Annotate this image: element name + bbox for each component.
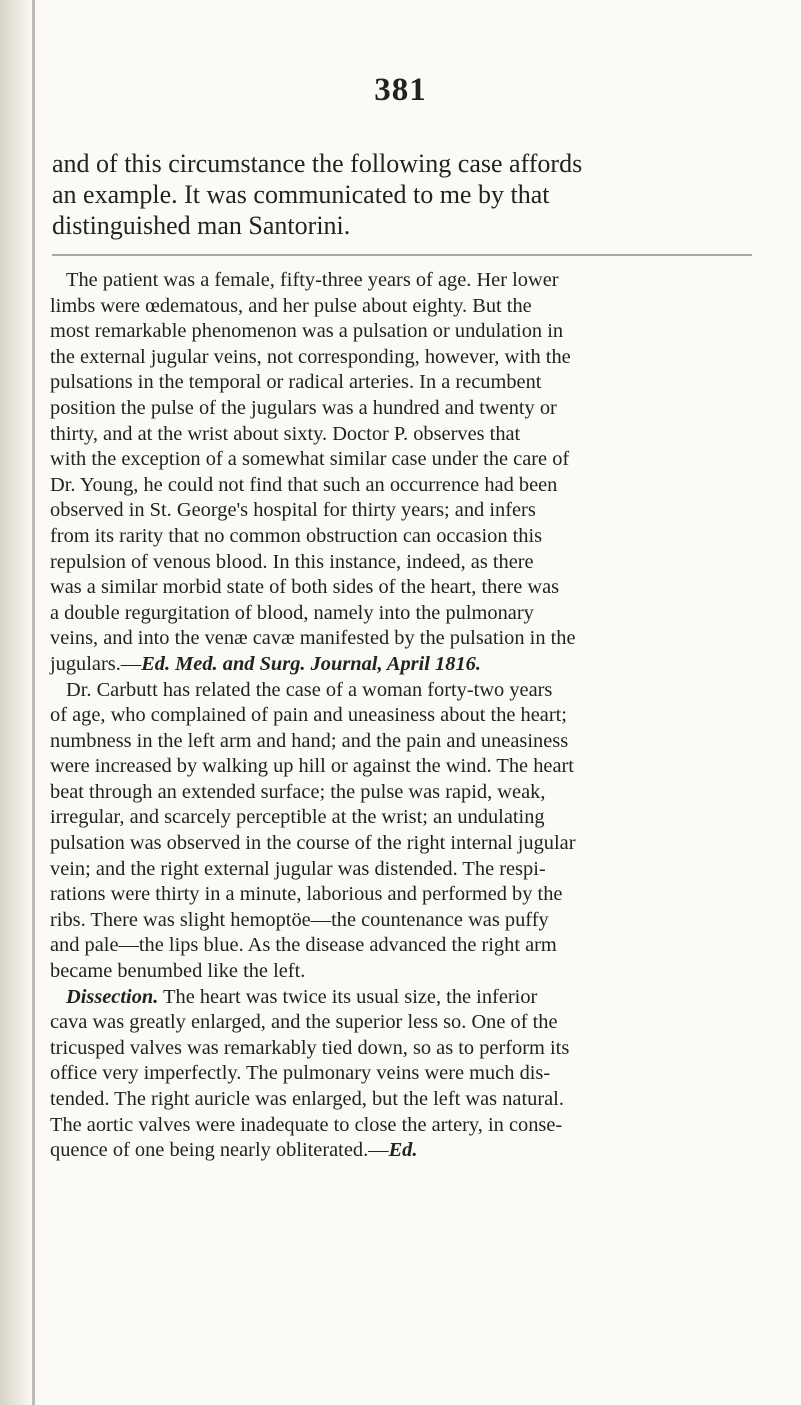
page-number: 381 xyxy=(374,72,427,108)
text-line: repulsion of venous blood. In this instance, indeed, as there xyxy=(50,550,534,573)
text-line: became benumbed like the left. xyxy=(50,960,306,983)
case-one-paragraph xyxy=(50,268,760,678)
text-line: position the pulse of the jugulars was a hundred and twenty or xyxy=(50,396,557,419)
dissection-heading: Dissection. xyxy=(66,985,159,1008)
text-line: the external jugular veins, not corresponding, however, with the xyxy=(50,345,571,368)
text-line: pulsation was observed in the course of the right internal jugular xyxy=(50,832,576,855)
text-line xyxy=(50,985,760,1011)
text-line: from its rarity that no common obstruction can occasion this xyxy=(50,524,543,547)
text-line: tended. The right auricle was enlarged, but the left was natural. xyxy=(50,1088,564,1110)
text-line: The aortic valves were inadequate to close the artery, in conse- xyxy=(50,1113,563,1136)
text-line: The patient was a female, fifty-three years of age. Her lower xyxy=(66,269,559,291)
text-line: office very imperfectly. The pulmonary veins were much dis- xyxy=(50,1062,551,1085)
text-line xyxy=(50,1138,760,1164)
case-two-paragraph xyxy=(50,678,760,985)
text-line: were increased by walking up hill or against the wind. The heart xyxy=(50,755,574,778)
text-line: with the exception of a somewhat similar case under the care of xyxy=(50,448,570,471)
text-line: a double regurgitation of blood, namely into the pulmonary xyxy=(50,601,534,624)
page-binding-edge xyxy=(0,0,34,1405)
text-line: irregular, and scarcely perceptible at the wrist; an undulating xyxy=(50,806,545,829)
lead-line: and of this circumstance the following case affords xyxy=(52,149,583,178)
text-fragment: jugulars.— xyxy=(50,652,142,675)
text-fragment: The heart was twice its usual size, the inferior xyxy=(158,985,538,1008)
editor-signature: Ed. xyxy=(388,1139,418,1162)
text-line: of age, who complained of pain and uneasiness about the heart; xyxy=(50,704,567,727)
text-line: most remarkable phenomenon was a pulsation or undulation in xyxy=(50,320,564,343)
text-line xyxy=(50,652,760,678)
text-fragment: quence of one being nearly obliterated.— xyxy=(50,1139,389,1162)
case-notes xyxy=(50,268,760,1164)
text-line: cava was greatly enlarged, and the superior less so. One of the xyxy=(50,1011,558,1034)
text-line: Dr. Carbutt has related the case of a woman forty-two years xyxy=(66,678,553,701)
text-line: limbs were œdematous, and her pulse about eighty. But the xyxy=(50,294,532,317)
page-binding-shadow xyxy=(32,0,35,1405)
text-line: ribs. There was slight hemoptöe—the countenance was puffy xyxy=(50,908,549,931)
text-line: was a similar morbid state of both sides of the heart, there was xyxy=(50,576,560,599)
lead-line: distinguished man Santorini. xyxy=(52,211,351,240)
text-line: Dr. Young, he could not find that such an occurrence had been xyxy=(50,473,558,496)
text-line: rations were thirty in a minute, laborious and performed by the xyxy=(50,883,563,906)
dissection-paragraph xyxy=(50,985,760,1164)
text-line: tricusped valves was remarkably tied down, so as to perform its xyxy=(50,1036,570,1059)
text-line: numbness in the left arm and hand; and the pain and uneasiness xyxy=(50,729,569,752)
journal-citation: Ed. Med. and Surg. Journal, April 1816. xyxy=(141,652,481,675)
lead-line: an example. It was communicated to me by that xyxy=(52,180,550,209)
text-line: and pale—the lips blue. As the disease advanced the right arm xyxy=(50,934,557,957)
section-divider xyxy=(52,254,752,256)
text-line: beat through an extended surface; the pulse was rapid, weak, xyxy=(50,780,546,803)
text-line: pulsations in the temporal or radical arteries. In a recumbent xyxy=(50,371,542,394)
text-line: observed in St. George's hospital for thirty years; and infers xyxy=(50,499,536,522)
text-line: thirty, and at the wrist about sixty. Doctor P. observes that xyxy=(50,422,521,445)
text-line: vein; and the right external jugular was distended. The respi- xyxy=(50,857,546,880)
text-line: veins, and into the venæ cavæ manifested by the pulsation in the xyxy=(50,627,576,650)
lead-paragraph xyxy=(52,148,752,241)
